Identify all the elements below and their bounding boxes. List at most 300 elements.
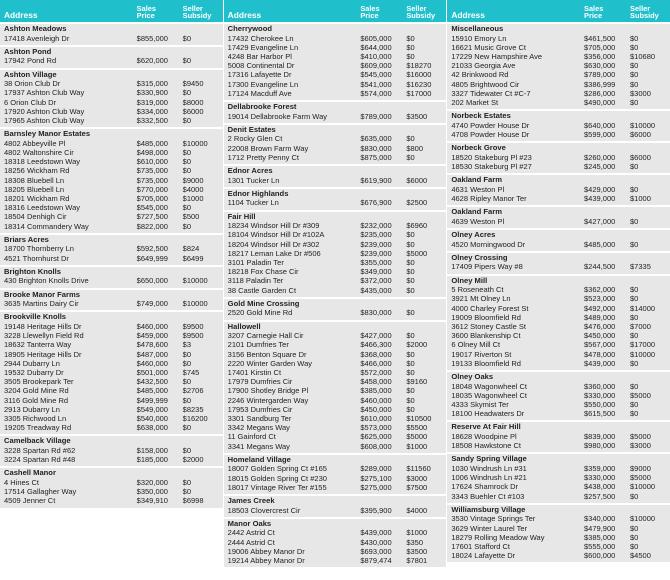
header-sales-price: Sales Price [136, 3, 156, 21]
seller-subsidy-cell: $3000 [630, 441, 651, 451]
seller-subsidy-cell: $0 [406, 33, 415, 43]
table-row [4, 423, 219, 432]
address-cell: 17953 Dumfries Cir [227, 404, 293, 414]
address-cell: 17432 Cherokee Ln [227, 33, 294, 43]
seller-subsidy-cell: $0 [182, 478, 192, 488]
subdivision-group [447, 276, 670, 370]
header-seller-subsidy: Seller Subsidy [182, 3, 212, 21]
column-body [224, 22, 447, 580]
address-cell: 3341 Megans Way [227, 441, 290, 451]
sales-price-cell: $330,000 [584, 390, 616, 400]
seller-subsidy-cell: $0 [630, 294, 639, 304]
subdivision-title: Fair Hill [227, 211, 256, 221]
header-sales-price: Sales Price [584, 3, 604, 21]
subdivision-title: Norbeck Estates [451, 111, 511, 121]
sales-price-cell: $330,900 [136, 88, 168, 98]
sales-price-cell: $460,000 [360, 395, 392, 405]
seller-subsidy-cell: $0 [406, 267, 415, 277]
address-cell: 38 Castle Garden Ct [227, 285, 297, 295]
subdivision-title: Cherrywood [227, 24, 272, 33]
sales-price-cell: $545,000 [136, 203, 168, 213]
column-body [447, 22, 670, 580]
table-row [228, 286, 443, 295]
table-row [4, 98, 219, 107]
table-row [228, 249, 443, 258]
subdivision-title: Hallowell [227, 321, 261, 331]
table-row [228, 153, 443, 162]
seller-subsidy-cell: $0 [182, 116, 192, 125]
table-row [451, 89, 666, 98]
seller-subsidy-cell: $0 [630, 381, 639, 391]
table-row [4, 322, 219, 331]
sales-price-cell: $855,000 [136, 33, 168, 43]
table-row [4, 244, 219, 253]
table-row [4, 377, 219, 386]
table-row [451, 482, 666, 491]
table-row [451, 533, 666, 542]
subdivision-group [447, 454, 670, 502]
subdivision-title: Olney Acres [451, 230, 496, 240]
subdivision-group [224, 212, 447, 297]
subdivision-group [447, 143, 670, 173]
sales-price-cell: $693,000 [360, 546, 392, 556]
seller-subsidy-cell: $0 [182, 446, 192, 456]
address-cell: 42 Brinkwood Rd [451, 70, 509, 80]
table-row [228, 198, 443, 207]
seller-subsidy-cell: $0 [182, 33, 192, 43]
table-row [228, 112, 443, 121]
address-cell: 3327 Tidewater Ct #C-7 [451, 88, 531, 98]
table-row [451, 409, 666, 418]
subdivision-title: Norbeck Grove [451, 143, 506, 153]
sales-price-cell: $386,999 [584, 79, 616, 89]
seller-subsidy-cell: $5000 [630, 432, 651, 442]
table-row [4, 148, 219, 157]
seller-subsidy-cell: $10000 [182, 276, 208, 286]
seller-subsidy-cell: $10500 [406, 414, 432, 424]
seller-subsidy-cell: $0 [630, 239, 639, 249]
sales-price-cell: $334,000 [136, 106, 168, 116]
seller-subsidy-cell: $0 [406, 276, 415, 286]
sales-price-cell: $610,000 [360, 414, 392, 424]
seller-subsidy-cell: $9500 [182, 331, 204, 341]
address-cell: 18279 Rolling Meadow Way [451, 532, 545, 542]
subdivision-title: Sandy Spring Village [451, 454, 527, 464]
table-row [451, 382, 666, 391]
table-row [451, 542, 666, 551]
table-row [451, 262, 666, 271]
subdivision-group [224, 455, 447, 494]
sales-price-cell: $620,000 [136, 56, 168, 66]
seller-subsidy-cell: $11560 [406, 464, 431, 474]
sales-price-cell: $550,000 [584, 400, 616, 410]
address-cell: 5 Roseneath Ct [451, 285, 504, 295]
seller-subsidy-cell: $10000 [630, 482, 656, 492]
table-row [4, 340, 219, 349]
table-row [451, 391, 666, 400]
seller-subsidy-cell: $800 [406, 143, 424, 153]
table-row [451, 98, 666, 107]
address-cell: 17900 Shotley Bridge Pl [227, 386, 309, 396]
subdivision-group [0, 129, 223, 233]
table-row [228, 240, 443, 249]
sales-price-cell: $572,000 [360, 368, 392, 378]
table-row [4, 194, 219, 203]
sales-price-cell: $605,000 [360, 33, 392, 43]
address-cell: 18218 Fox Chase Cir [227, 267, 299, 277]
table-row [4, 478, 219, 487]
table-row [228, 423, 443, 432]
sales-price-cell: $349,910 [136, 496, 168, 506]
address-cell: 17316 Lafayette Dr [227, 70, 292, 80]
seller-subsidy-cell: $0 [630, 331, 639, 341]
table-row [451, 350, 666, 359]
sales-price-cell: $498,000 [136, 148, 168, 157]
seller-subsidy-cell: $0 [630, 523, 639, 533]
sales-price-cell: $385,000 [360, 386, 392, 396]
subdivision-title: Dellabrooke Forest [227, 102, 297, 112]
address-cell: 18205 Bluebell Ln [4, 184, 65, 194]
seller-subsidy-cell: $5000 [406, 432, 428, 442]
address-cell: 2 Rocky Glen Ct [227, 134, 283, 144]
sales-price-cell: $478,000 [584, 349, 616, 359]
address-cell: 1712 Pretty Penny Ct [227, 152, 299, 162]
address-cell: 4805 Brightwood Cir [451, 79, 520, 89]
table-row [4, 496, 219, 505]
subdivision-title: Brighton Knolls [4, 266, 61, 276]
subdivision-title: Brookville Knolls [4, 312, 67, 322]
table-row [4, 414, 219, 423]
table-row [451, 322, 666, 331]
table-row [228, 528, 443, 537]
subdivision-group [447, 207, 670, 228]
sales-price-cell: $244,500 [584, 262, 616, 272]
seller-subsidy-cell: $0 [406, 331, 415, 341]
seller-subsidy-cell: $0 [630, 400, 639, 410]
sales-price-cell: $789,000 [584, 70, 616, 80]
table-row [451, 313, 666, 322]
seller-subsidy-cell: $3500 [406, 111, 428, 121]
sales-price-cell: $239,000 [360, 239, 392, 249]
sales-price-cell: $630,000 [584, 61, 616, 71]
seller-subsidy-cell: $1000 [182, 194, 204, 204]
table-row [4, 79, 219, 88]
sales-price-cell: $185,000 [136, 455, 168, 465]
seller-subsidy-cell: $1000 [406, 528, 428, 538]
address-cell: 17965 Ashton Club Way [4, 116, 85, 125]
table-row [451, 43, 666, 52]
seller-subsidy-cell: $824 [182, 244, 200, 254]
table-row [228, 405, 443, 414]
table-row [228, 221, 443, 230]
seller-subsidy-cell: $0 [406, 404, 415, 414]
seller-subsidy-cell: $0 [406, 52, 415, 61]
table-row [228, 377, 443, 386]
seller-subsidy-cell: $10000 [630, 514, 656, 524]
seller-subsidy-cell: $2000 [182, 455, 204, 465]
seller-subsidy-cell: $17000 [630, 340, 656, 350]
table-row [451, 441, 666, 450]
table-row [228, 464, 443, 473]
seller-subsidy-cell: $0 [630, 61, 639, 71]
address-cell: 18035 Wagonwheel Ct [451, 390, 527, 400]
table-row [4, 254, 219, 263]
address-cell: 19205 Treadway Rd [4, 423, 72, 433]
address-cell: 3343 Buehler Ct #103 [451, 491, 525, 501]
subdivision-title: Reserve At Fair Hill [451, 422, 521, 432]
seller-subsidy-cell: $0 [406, 239, 415, 249]
table-row [4, 34, 219, 43]
subdivision-title: Williamsburg Village [451, 504, 526, 514]
sales-price-cell: $789,000 [360, 111, 392, 121]
address-cell: 4 Hines Ct [4, 478, 40, 488]
seller-subsidy-cell: $5000 [630, 473, 651, 483]
seller-subsidy-cell: $6499 [182, 253, 204, 263]
table-row [228, 483, 443, 492]
subdivision-title: Ashton Village [4, 69, 57, 79]
table-row [228, 230, 443, 239]
subdivision-group [0, 70, 223, 128]
subdivision-title: Briars Acres [4, 234, 49, 244]
seller-subsidy-cell: $8235 [182, 404, 204, 414]
address-cell: 18024 Lafayette Dr [451, 551, 516, 561]
header-address: Address [4, 10, 38, 20]
address-cell: 4520 Morningwood Dr [451, 239, 526, 249]
sales-price-cell: $350,000 [136, 487, 168, 497]
sales-price-cell: $615,500 [584, 409, 616, 419]
table-row [228, 89, 443, 98]
seller-subsidy-cell: $0 [182, 166, 192, 176]
table-row [228, 258, 443, 267]
address-cell: 18314 Commandery Way [4, 221, 89, 231]
sales-price-cell: $362,000 [584, 285, 616, 295]
address-cell: 202 Market St [451, 98, 499, 108]
subdivision-group [0, 312, 223, 434]
table-row [451, 340, 666, 349]
sales-price-cell: $359,000 [584, 464, 616, 474]
column-header [224, 0, 447, 22]
address-cell: 19214 Abbey Manor Dr [227, 556, 305, 566]
table-row [228, 176, 443, 185]
table-row [451, 492, 666, 501]
seller-subsidy-cell: $0 [182, 221, 192, 231]
address-cell: 2520 Gold Mine Rd [227, 308, 293, 318]
sales-price-cell: $435,000 [360, 285, 392, 295]
seller-subsidy-cell: $0 [630, 285, 639, 295]
seller-subsidy-cell: $6000 [182, 106, 204, 116]
table-row [228, 556, 443, 565]
address-cell: 4639 Weston Pl [451, 216, 505, 226]
subdivision-title: Olney Oaks [451, 372, 494, 382]
address-cell: 2442 Astrid Ct [227, 528, 275, 538]
address-cell: 3101 Paladin Ter [227, 258, 284, 268]
sales-price-cell: $540,000 [136, 414, 168, 424]
seller-subsidy-cell: $5500 [406, 423, 428, 433]
seller-subsidy-cell: $0 [630, 542, 639, 552]
seller-subsidy-cell: $4500 [630, 551, 651, 561]
address-cell: 3118 Paladin Ter [227, 276, 284, 286]
sales-price-cell: $567,000 [584, 340, 616, 350]
sales-price-cell: $427,000 [584, 216, 616, 226]
seller-subsidy-cell: $0 [182, 148, 192, 157]
subdivision-title: Olney Crossing [451, 252, 508, 262]
seller-subsidy-cell: $8000 [182, 97, 204, 107]
subdivision-group [447, 230, 670, 251]
table-row [4, 212, 219, 221]
sales-price-cell: $608,000 [360, 441, 392, 451]
subdivision-title: Ashton Pond [4, 46, 52, 56]
address-cell: 18217 Leman Lake Dr #506 [227, 248, 321, 258]
address-cell: 17429 Evangeline Ln [227, 42, 299, 52]
seller-subsidy-cell: $0 [406, 349, 415, 359]
seller-subsidy-cell: $0 [182, 423, 192, 433]
table-row [4, 455, 219, 464]
address-cell: 3207 Carnegie Hall Cir [227, 331, 304, 341]
sales-price-cell: $461,500 [584, 33, 616, 43]
subdivision-title: Barnsley Manor Estates [4, 129, 91, 139]
address-cell: 3116 Gold Mine Rd [4, 395, 69, 405]
seller-subsidy-cell: $7000 [630, 322, 651, 332]
subdivision-title: Ashton Meadows [4, 24, 67, 33]
address-cell: 3612 Stoney Castle St [451, 322, 526, 332]
table-row [451, 217, 666, 226]
sales-price-cell: $372,000 [360, 276, 392, 286]
address-cell: 18700 Thornberry Ln [4, 244, 74, 254]
table-row [451, 130, 666, 139]
address-cell: 18628 Woodpine Pl [451, 432, 517, 442]
address-cell: 4708 Powder House Dr [451, 130, 530, 140]
table-row [228, 43, 443, 52]
subdivision-title: Brooke Manor Farms [4, 289, 80, 299]
address-cell: 5008 Continental Dr [227, 61, 295, 71]
sales-price-cell: $609,000 [360, 61, 392, 71]
address-cell: 18234 Windsor Hill Dr #309 [227, 221, 320, 231]
seller-subsidy-cell: $0 [630, 409, 639, 419]
sales-price-cell: $275,000 [360, 482, 392, 492]
sales-price-cell: $459,000 [136, 331, 168, 341]
sales-price-cell: $429,000 [584, 184, 616, 194]
sales-price-cell: $355,000 [360, 258, 392, 268]
sales-price-cell: $356,000 [584, 52, 616, 61]
subdivision-group [447, 253, 670, 274]
address-cell: 22008 Brown Farm Way [227, 143, 309, 153]
address-cell: 2220 Winter Garden Way [227, 358, 313, 368]
sales-price-cell: $360,000 [584, 381, 616, 391]
sales-price-cell: $439,000 [584, 194, 616, 204]
subdivision-group [224, 519, 447, 567]
sales-price-cell: $839,000 [584, 432, 616, 442]
subdivision-group [224, 125, 447, 164]
subdivision-group [0, 24, 223, 45]
address-cell: 18017 Vintage River Ter #155 [227, 482, 327, 492]
sales-price-cell: $330,000 [584, 473, 616, 483]
table-row [4, 331, 219, 340]
table-row [451, 52, 666, 61]
address-cell: 3305 Richwood Ln [4, 414, 67, 424]
table-row [4, 203, 219, 212]
table-row [451, 473, 666, 482]
subdivision-group [0, 436, 223, 466]
address-cell: 4509 Jenner Ct [4, 496, 56, 506]
address-cell: 18015 Golden Spring Ct #230 [227, 473, 327, 483]
table-row [451, 432, 666, 441]
subdivision-group [224, 299, 447, 320]
sales-price-cell: $332,500 [136, 116, 168, 125]
sales-price-cell: $478,600 [136, 340, 168, 350]
seller-subsidy-cell: $0 [182, 157, 192, 167]
subdivision-title: Ednor Highlands [227, 188, 289, 198]
sales-price-cell: $749,000 [136, 299, 168, 309]
seller-subsidy-cell: $0 [182, 358, 192, 368]
sales-price-cell: $735,000 [136, 175, 168, 185]
subdivision-title: Ednor Acres [227, 166, 273, 176]
table-row [4, 56, 219, 65]
header-address: Address [227, 10, 262, 20]
seller-subsidy-cell: $7801 [406, 556, 428, 566]
sales-price-cell: $395,900 [360, 505, 392, 515]
address-cell: 3600 Blankenship Ct [451, 331, 521, 341]
address-cell: 17601 Stafford Ct [451, 542, 510, 552]
sales-price-cell: $286,000 [584, 88, 616, 98]
sales-price-cell: $349,000 [360, 267, 392, 277]
address-cell: 38 Orion Club Dr [4, 79, 61, 89]
seller-subsidy-cell: $3 [182, 340, 192, 350]
subdivision-group [447, 111, 670, 141]
seller-subsidy-cell: $0 [406, 308, 415, 318]
seller-subsidy-cell: $0 [406, 42, 415, 52]
address-cell: 19532 Dubarry Dr [4, 368, 64, 378]
address-cell: 17624 Shamrock Dr [451, 482, 519, 492]
subdivision-group [0, 267, 223, 288]
sales-price-cell: $592,500 [136, 244, 168, 254]
subdivision-title: Homeland Village [227, 454, 291, 464]
address-cell: 430 Brighton Knolls Drive [4, 276, 89, 286]
address-cell: 1006 Windrush Ln #21 [451, 473, 527, 483]
subdivision-title: Camelback Village [4, 436, 71, 446]
address-cell: 18520 Stakeburg Pl #23 [451, 152, 532, 162]
sales-price-cell: $438,000 [584, 482, 616, 492]
address-cell: 16621 Music Grove Ct [451, 42, 526, 52]
sales-price-cell: $875,000 [360, 152, 392, 162]
subdivision-title: Oakland Farm [451, 207, 502, 217]
sales-price-cell: $489,000 [584, 312, 616, 322]
sales-price-cell: $676,900 [360, 198, 392, 208]
seller-subsidy-cell: $0 [406, 230, 415, 240]
table-row [228, 506, 443, 515]
seller-subsidy-cell: $3000 [406, 473, 428, 483]
seller-subsidy-cell: $0 [182, 349, 192, 359]
seller-subsidy-cell: $10680 [630, 52, 656, 61]
table-row [4, 386, 219, 395]
sales-price-cell: $315,000 [136, 79, 168, 89]
sales-price-cell: $410,000 [360, 52, 392, 61]
seller-subsidy-cell: $17000 [406, 88, 432, 98]
subdivision-group [224, 24, 447, 100]
address-cell: 3224 Spartan Rd #48 [4, 455, 76, 465]
subdivision-group [224, 166, 447, 187]
sales-price-cell: $735,000 [136, 166, 168, 176]
seller-subsidy-cell: $6000 [630, 152, 651, 162]
address-cell: 4802 Waltonshire Cir [4, 148, 74, 157]
sales-price-cell: $439,000 [584, 358, 616, 368]
seller-subsidy-cell: $7335 [630, 262, 651, 272]
table-row [451, 285, 666, 294]
table-row [4, 176, 219, 185]
seller-subsidy-cell: $0 [406, 152, 415, 162]
table-row [4, 166, 219, 175]
address-cell: 19009 Bloomfield Rd [451, 312, 521, 322]
address-cell: 4628 Ripley Manor Ter [451, 194, 527, 204]
